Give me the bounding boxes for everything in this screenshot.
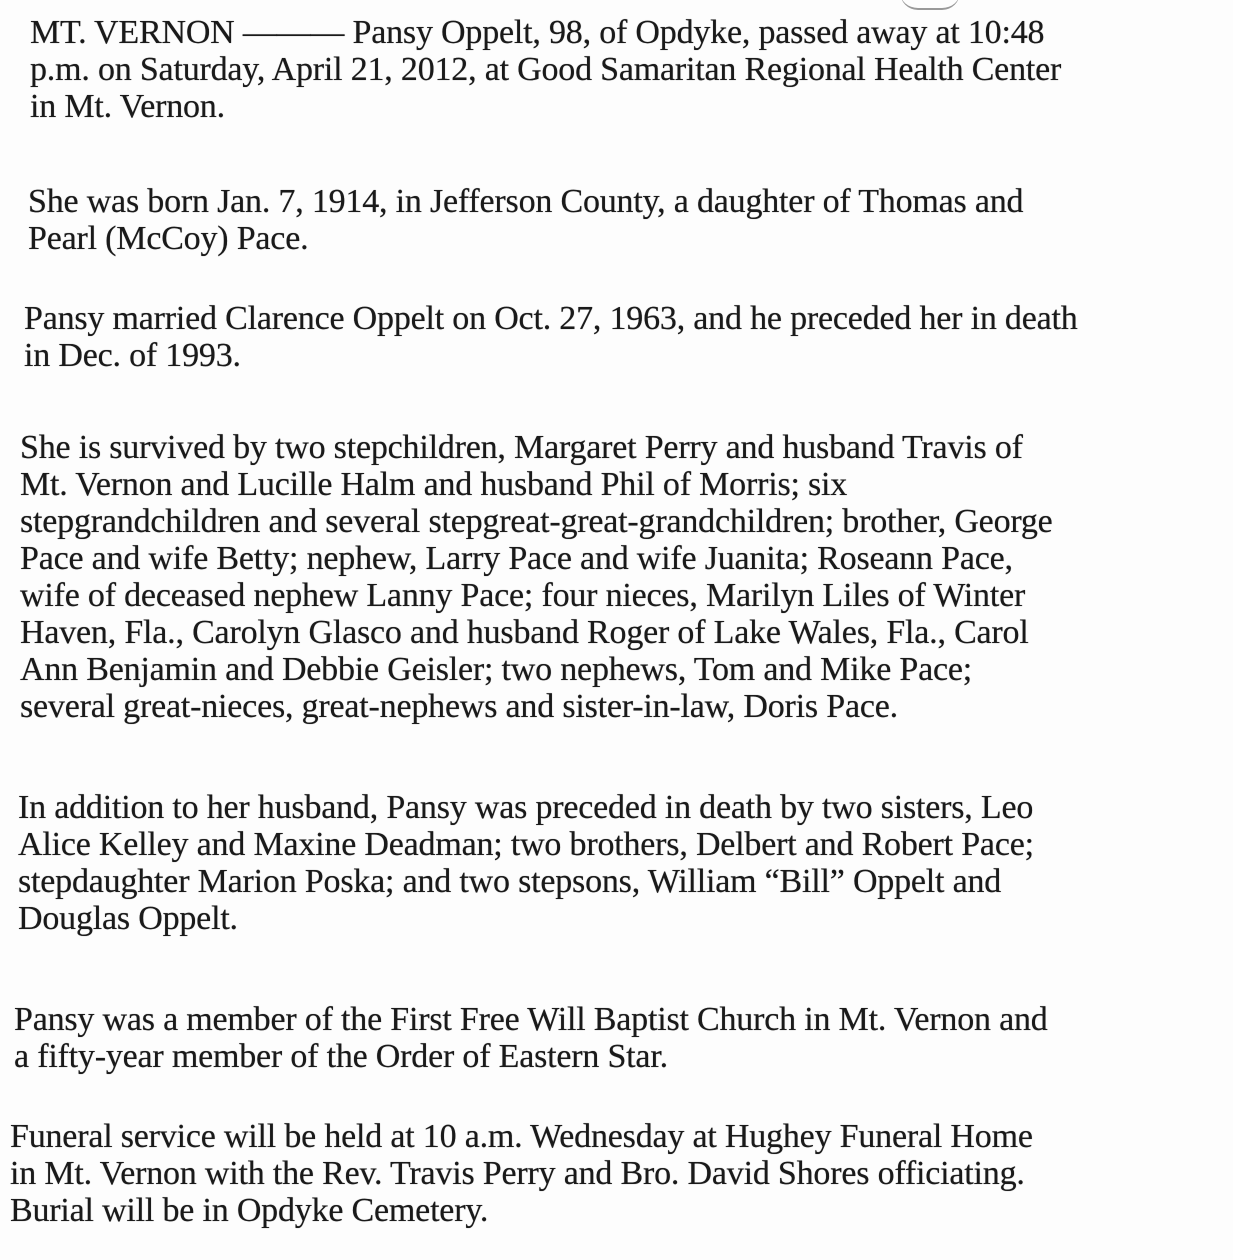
text-line: Pearl (McCoy) Pace. — [28, 220, 309, 257]
text-line: Pansy married Clarence Oppelt on Oct. 27, 1963, and he preceded her in death — [24, 300, 1078, 337]
text-line: Haven, Fla., Carolyn Glasco and husband Roger of Lake Wales, Fla., Carol — [20, 614, 1029, 651]
text-line: p.m. on Saturday, April 21, 2012, at Good Samaritan Regional Health Center — [30, 51, 1062, 88]
text-line: in Mt. Vernon. — [30, 88, 225, 125]
text-line: wife of deceased nephew Lanny Pace; four nieces, Marilyn Liles of Winter — [20, 577, 1026, 614]
birth-paragraph — [28, 183, 1023, 257]
text-line: in Dec. of 1993. — [24, 337, 241, 374]
text-line: Mt. Vernon and Lucille Halm and husband Phil of Morris; six — [20, 466, 848, 503]
preceded-in-death-paragraph — [18, 789, 1034, 937]
text-line: Pansy was a member of the First Free Will Baptist Church in Mt. Vernon and — [14, 1001, 1048, 1038]
text-line: Funeral service will be held at 10 a.m. Wednesday at Hughey Funeral Home — [10, 1118, 1033, 1155]
text-line: stepdaughter Marion Poska; and two stepsons, William “Bill” Oppelt and — [18, 863, 1002, 900]
text-line: Douglas Oppelt. — [18, 900, 238, 937]
obituary-opening-paragraph — [30, 14, 1061, 125]
text-line: MT. VERNON ——— Pansy Oppelt, 98, of Opdyke, passed away at 10:48 — [30, 14, 1045, 51]
text-line: Burial will be in Opdyke Cemetery. — [10, 1192, 489, 1229]
text-line: a fifty-year member of the Order of Eastern Star. — [14, 1038, 668, 1075]
text-line: stepgrandchildren and several stepgreat-great-grandchildren; brother, George — [20, 503, 1053, 540]
text-line: Ann Benjamin and Debbie Geisler; two nephews, Tom and Mike Pace; — [20, 651, 973, 688]
text-line: in Mt. Vernon with the Rev. Travis Perry and Bro. David Shores officiating. — [10, 1155, 1025, 1192]
pen-mark — [900, 0, 960, 10]
text-line: Alice Kelley and Maxine Deadman; two brothers, Delbert and Robert Pace; — [18, 826, 1034, 863]
membership-paragraph — [14, 1001, 1048, 1075]
funeral-service-paragraph — [10, 1118, 1033, 1229]
text-line: In addition to her husband, Pansy was preceded in death by two sisters, Leo — [18, 789, 1034, 826]
text-line: several great-nieces, great-nephews and sister-in-law, Doris Pace. — [20, 688, 898, 725]
text-line: She was born Jan. 7, 1914, in Jefferson County, a daughter of Thomas and — [28, 183, 1024, 220]
text-line: Pace and wife Betty; nephew, Larry Pace and wife Juanita; Roseann Pace, — [20, 540, 1013, 577]
marriage-paragraph — [24, 300, 1078, 374]
survivors-paragraph — [20, 429, 1053, 725]
text-line: She is survived by two stepchildren, Margaret Perry and husband Travis of — [20, 429, 1023, 466]
